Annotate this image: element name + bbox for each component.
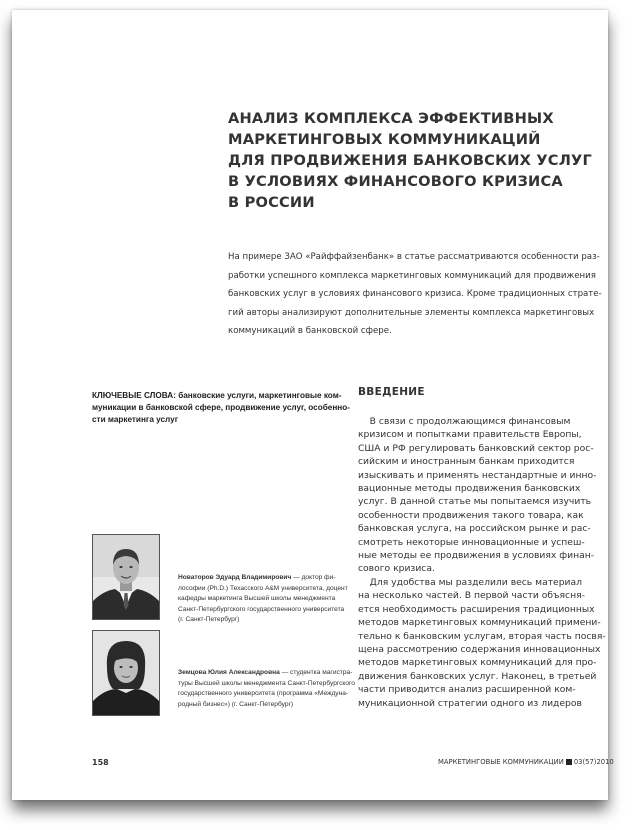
title-line: АНАЛИЗ КОМПЛЕКСА ЭФФЕКТИВНЫХ bbox=[228, 110, 554, 127]
abstract-line: работки успешного комплекса маркетинговых коммуникаций для продвижения bbox=[228, 270, 596, 281]
body-line: сового кризиса. bbox=[358, 563, 435, 575]
abstract-line: коммуникаций в банковской сфере. bbox=[228, 326, 392, 336]
author-bio-line: кафедры маркетинга Высшей школы менеджмента bbox=[178, 595, 336, 602]
body-line: банковская услуга, на российском рынке и рас- bbox=[358, 523, 591, 535]
body-line: щена рассмотрению содержания инновационных bbox=[358, 643, 601, 655]
keywords-line: муникации в банковской сфере, продвижение услуг, особенно- bbox=[92, 403, 350, 412]
title-line: В УСЛОВИЯХ ФИНАНСОВОГО КРИЗИСА bbox=[228, 173, 563, 190]
journal-footer bbox=[438, 758, 614, 766]
keywords-line: сти маркетинга услуг bbox=[92, 415, 179, 424]
author-name: Земцова Юлия Александровна bbox=[178, 669, 280, 676]
body-line: изыскивать и применять нестандартные и инно- bbox=[358, 469, 597, 481]
author-bio-line: туры Высшей школы менеджмента Санкт-Петербургского bbox=[178, 679, 355, 687]
abstract-line: гий авторы анализируют дополнительные элементы комплекса маркетинговых bbox=[228, 307, 595, 318]
article-title bbox=[228, 108, 592, 213]
author-bio-line: (г. Санкт-Петербург) bbox=[178, 616, 240, 623]
body-line: методов маркетинговых коммуникаций примени- bbox=[358, 617, 601, 629]
title-line: ДЛЯ ПРОДВИЖЕНИЯ БАНКОВСКИХ УСЛУГ bbox=[228, 152, 592, 169]
body-line: на несколько частей. В первой части объясня- bbox=[358, 590, 585, 602]
body-line: муникационной стратегии одного из лидеров bbox=[358, 697, 582, 709]
journal-issue: 03(57)2010 bbox=[573, 758, 614, 766]
journal-page bbox=[12, 10, 614, 800]
body-line: сийским и иностранным банкам приходится bbox=[358, 456, 575, 468]
author-photo-zemtsova bbox=[92, 630, 160, 716]
body-line: кризисом и попытками правительств Европы, bbox=[358, 429, 582, 441]
author-bio-line: лософии (Ph.D.) Техасского A&M университета, доцент bbox=[178, 584, 348, 592]
page-number: 158 bbox=[92, 758, 109, 767]
body-line: смотреть некоторые инновационные и успеш- bbox=[358, 536, 585, 548]
portrait-man-icon bbox=[93, 535, 159, 619]
author-photo-novatorov bbox=[92, 534, 160, 620]
author-bio-novatorov bbox=[178, 573, 348, 626]
author-bio-zemtsova bbox=[178, 668, 355, 710]
body-line: Для удобства мы разделили весь материал bbox=[358, 576, 583, 588]
portrait-woman-icon bbox=[93, 631, 159, 715]
title-line: МАРКЕТИНГОВЫХ КОММУНИКАЦИЙ bbox=[228, 131, 541, 148]
keywords-line: КЛЮЧЕВЫЕ СЛОВА: банковские услуги, маркетинговые ком- bbox=[92, 391, 342, 400]
square-separator-icon bbox=[566, 759, 572, 765]
title-line: В РОССИИ bbox=[228, 194, 315, 211]
author-bio-line: — доктор фи- bbox=[291, 574, 336, 581]
body-line: движения банковских услуг. Наконец, в третьей bbox=[358, 670, 597, 682]
keywords-block bbox=[92, 390, 350, 426]
body-line: части приводится анализ расширенной ком- bbox=[358, 684, 576, 696]
body-line: США и РФ регулировать банковский сектор рос- bbox=[358, 442, 594, 454]
body-line: услуг. В данной статье мы попытаемся изучить bbox=[358, 496, 592, 508]
abstract-line: На примере ЗАО «Райффайзенбанк» в статье рассматриваются особенности раз- bbox=[228, 252, 600, 262]
section-heading: ВВЕДЕНИЕ bbox=[358, 386, 425, 398]
body-line: ные методы ее продвижения в условиях финан- bbox=[358, 550, 595, 562]
author-bio-line: — студентка магистра- bbox=[279, 669, 353, 676]
author-bio-line: Санкт-Петербургского государственного университета bbox=[178, 605, 345, 613]
abstract-line: банковских услуг в условиях финансового кризиса. Кроме традиционных страте- bbox=[228, 289, 602, 299]
body-line: вационные методы продвижения банковских bbox=[358, 483, 581, 495]
journal-name: МАРКЕТИНГОВЫЕ КОММУНИКАЦИИ bbox=[438, 758, 564, 766]
author-name: Новаторов Эдуард Владимирович bbox=[178, 574, 292, 581]
body-text bbox=[358, 415, 618, 710]
author-bio-line: родный бизнес») (г. Санкт-Петербург) bbox=[178, 700, 294, 708]
body-line: особенности продвижения такого товара, как bbox=[358, 509, 584, 521]
body-line: тельно к банковским услугам, вторая часть посвя- bbox=[358, 630, 606, 642]
body-line: ется необходимость расширения традиционных bbox=[358, 603, 595, 615]
author-bio-line: государственного университета (программа «Междуна- bbox=[178, 690, 349, 697]
body-line: методов маркетинговых коммуникаций для про- bbox=[358, 657, 597, 669]
body-line: В связи с продолжающимся финансовым bbox=[358, 416, 571, 427]
article-abstract bbox=[228, 248, 604, 341]
